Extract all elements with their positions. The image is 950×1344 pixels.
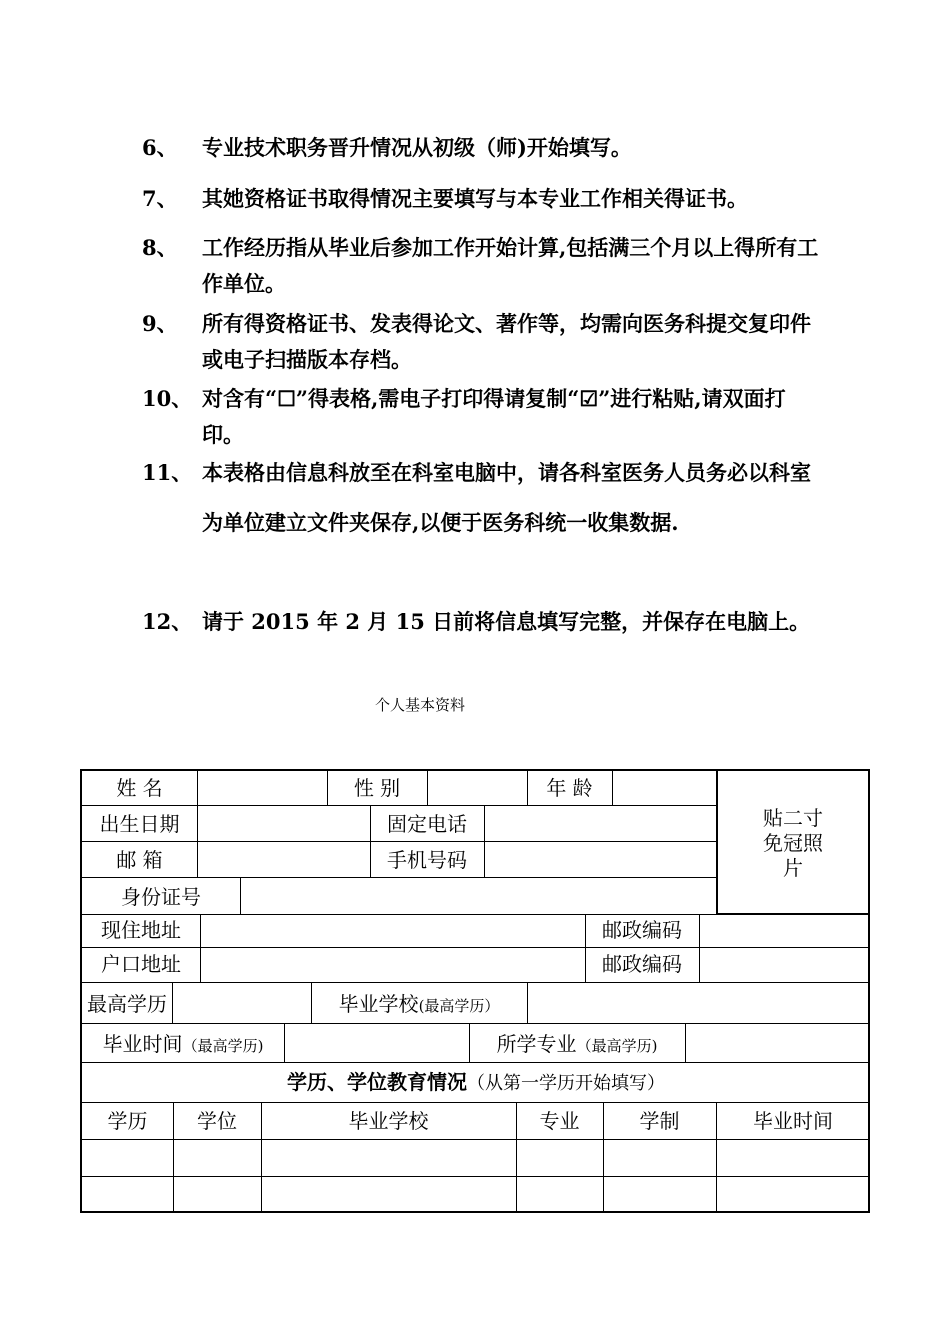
landline-field[interactable] [485, 806, 715, 841]
column-header-school: 毕业学校 [348, 1109, 429, 1133]
education-section-title [82, 1071, 870, 1095]
mobile-label: 手机号码 [387, 848, 467, 872]
instruction-number: 7、 [142, 186, 178, 211]
birth-date-label: 出生日期 [99, 812, 180, 836]
name-label: 姓 名 [116, 776, 163, 800]
grad-time-label [82, 1033, 284, 1057]
instruction-text: 专业技术职务晋升情况从初级（师)开始填写。 [202, 135, 632, 160]
column-header-grad-time: 毕业时间 [753, 1109, 833, 1133]
grad-time-label-text: 毕业时间 [102, 1032, 183, 1056]
column-header-major: 专业 [539, 1109, 580, 1133]
instruction-10 [142, 381, 822, 453]
age-field[interactable] [613, 771, 715, 805]
instruction-6 [142, 130, 822, 166]
instruction-number: 10、 [142, 386, 193, 411]
mobile-field[interactable] [485, 842, 715, 877]
education-section-note: （从第一学历开始填写） [467, 1073, 665, 1094]
table-row[interactable] [82, 1140, 870, 1176]
postcode-field[interactable] [700, 948, 868, 982]
table-row[interactable] [82, 1177, 870, 1213]
postcode-field[interactable] [700, 915, 868, 947]
birth-date-field[interactable] [198, 806, 369, 841]
instruction-number: 12、 [142, 609, 193, 634]
gender-label: 性 别 [353, 776, 401, 800]
instruction-number: 9、 [142, 311, 178, 336]
highest-education-label: 最高学历 [87, 992, 167, 1016]
instruction-11 [142, 448, 822, 548]
column-header-education: 学历 [107, 1109, 148, 1133]
major-label-note: （最高学历) [576, 1037, 658, 1055]
household-address-field[interactable] [201, 948, 584, 982]
personal-info-form [80, 769, 870, 1213]
column-header-duration: 学制 [639, 1109, 680, 1133]
instruction-text: 对含有“☐”得表格,需电子打印得请复制“☑”进行粘贴,请双面打印。 [202, 386, 786, 447]
major-field[interactable] [686, 1024, 868, 1062]
form-title: 个人基本资料 [374, 696, 465, 714]
current-address-label: 现住地址 [101, 918, 181, 942]
household-address-label: 户口地址 [101, 952, 181, 976]
grad-time-field[interactable] [285, 1024, 468, 1062]
postcode-label: 邮政编码 [602, 952, 682, 976]
photo-label: 贴二寸免冠照片 [763, 806, 823, 880]
instruction-7 [142, 181, 822, 217]
email-field[interactable] [198, 842, 369, 877]
grad-time-label-note: （最高学历) [182, 1037, 264, 1055]
instruction-text: 所有得资格证书、发表得论文、著作等，均需向医务科提交复印件或电子扫描版本存档。 [202, 311, 811, 372]
grad-school-field[interactable] [528, 983, 868, 1023]
name-field[interactable] [198, 771, 326, 805]
grad-school-label [311, 993, 527, 1017]
major-label [469, 1033, 685, 1057]
instruction-9 [142, 306, 822, 378]
postcode-label: 邮政编码 [602, 918, 682, 942]
grad-school-label-text: 毕业学校 [338, 992, 419, 1016]
instruction-text: 工作经历指从毕业后参加工作开始计算,包括满三个月以上得所有工作单位。 [202, 235, 819, 296]
email-label: 邮 箱 [116, 848, 163, 872]
education-section-title-text: 学历、学位教育情况 [287, 1070, 467, 1094]
photo-placeholder [758, 806, 828, 881]
instruction-number: 8、 [142, 235, 178, 260]
grad-school-label-note: (最高学历） [418, 997, 500, 1015]
id-number-field[interactable] [241, 878, 715, 914]
current-address-field[interactable] [201, 915, 584, 947]
landline-label: 固定电话 [387, 812, 467, 836]
instruction-number: 11、 [142, 460, 193, 485]
gender-field[interactable] [428, 771, 526, 805]
instruction-8 [142, 230, 822, 302]
instruction-number: 6、 [142, 135, 178, 160]
age-label: 年 龄 [546, 776, 593, 800]
instruction-text: 请于 2015 年 2 月 15 日前将信息填写完整，并保存在电脑上。 [202, 609, 811, 634]
major-label-text: 所学专业 [496, 1032, 577, 1056]
id-number-label: 身份证号 [121, 885, 201, 909]
instruction-12 [142, 604, 822, 640]
instruction-text: 其她资格证书取得情况主要填写与本专业工作相关得证书。 [202, 186, 748, 211]
instruction-text: 本表格由信息科放至在科室电脑中，请各科室医务人员务必以科室为单位建立文件夹保存,以便于医务科统一收集数据. [202, 460, 811, 535]
highest-education-field[interactable] [173, 983, 310, 1023]
column-header-degree: 学位 [197, 1109, 237, 1133]
